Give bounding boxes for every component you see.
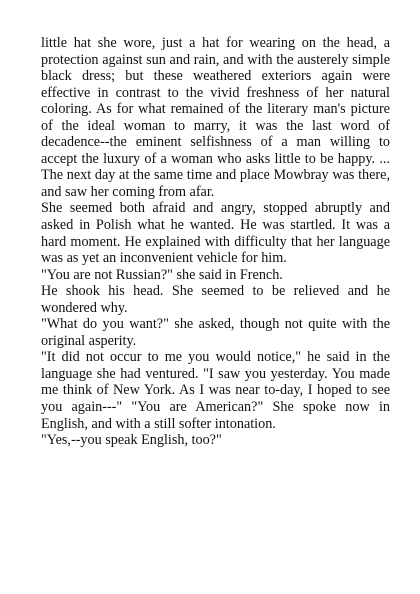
document-page	[41, 35, 390, 449]
paragraph: "You are not Russian?" she said in French.	[41, 266, 283, 283]
paragraph: little hat she wore, just a hat for wearing on the head, a protection against sun and rain, and with the austerely simple black dress; but these weathered exteriors again were effective in contrast to the vivid freshness of her natural coloring. As for what remained of the literary man's picture of the ideal woman to marry, it was the last word of decadence--the eminent selfishness of a man willing to accept the luxury of a woman who asks little to be happy. ... The next day at the same time and place Mowbray was there, and saw her coming from afar.	[41, 35, 390, 200]
paragraph: She seemed both afraid and angry, stopped abruptly and asked in Polish what he wanted. He was startled. It was a hard moment. He explained with difficulty that her language was as yet an inconvenient vehicle for him.	[41, 200, 390, 267]
paragraph: "It did not occur to me you would notice," he said in the language she had ventured. "I saw you yesterday. You made me think of New York. As I was near to-day, I hoped to see you again---" "You are American?" She spoke now in English, and with a still softer intonation.	[41, 349, 390, 432]
paragraph: "Yes,--you speak English, too?"	[41, 432, 222, 449]
paragraph: He shook his head. She seemed to be relieved and he wondered why.	[41, 283, 390, 316]
paragraph: "What do you want?" she asked, though not quite with the original asperity.	[41, 316, 390, 349]
